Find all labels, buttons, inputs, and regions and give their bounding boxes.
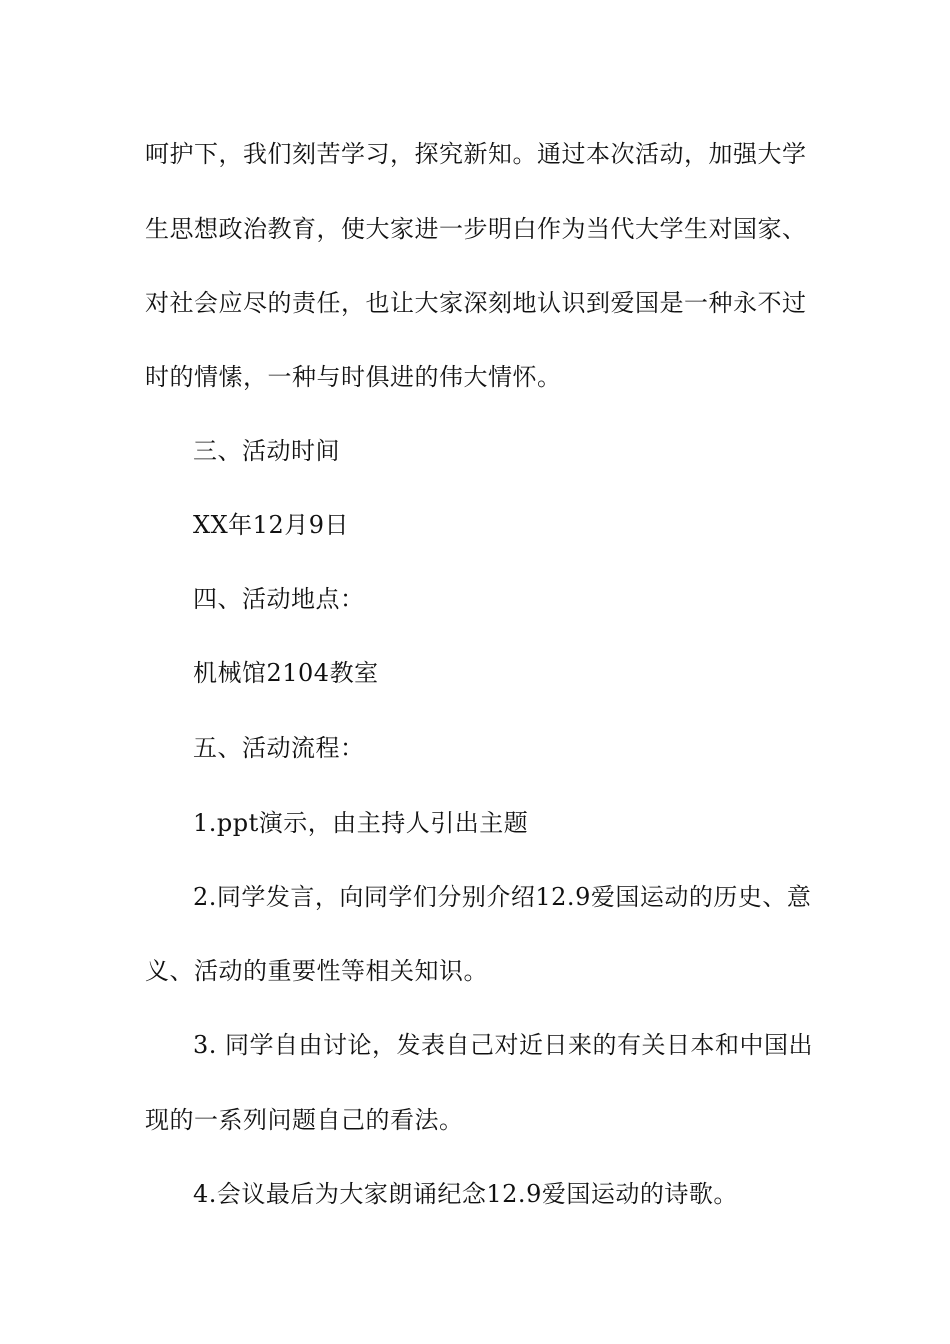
section-3-date: XX年12月9日	[193, 511, 349, 539]
section-4-location: 机械馆2104教室	[193, 659, 379, 687]
intro-line-4: 时的情愫，一种与时俱进的伟大情怀。	[145, 363, 562, 391]
section-5-heading: 五、活动流程：	[193, 734, 365, 762]
section-3-heading: 三、活动时间	[193, 437, 340, 465]
step-4: 4.会议最后为大家朗诵纪念12.9爱国运动的诗歌。	[193, 1180, 738, 1208]
intro-line-1: 呵护下，我们刻苦学习，探究新知。通过本次活动，加强大学	[145, 140, 807, 168]
step-1: 1.ppt演示，由主持人引出主题	[193, 809, 529, 837]
section-4-heading: 四、活动地点：	[193, 585, 365, 613]
intro-line-2: 生思想政治教育，使大家进一步明白作为当代大学生对国家、	[145, 215, 807, 243]
step-3-line-1: 3. 同学自由讨论，发表自己对近日来的有关日本和中国出	[193, 1031, 814, 1059]
step-2-line-1: 2.同学发言，向同学们分别介绍12.9爱国运动的历史、意	[193, 883, 812, 911]
step-3-line-2: 现的一系列问题自己的看法。	[145, 1106, 464, 1134]
intro-line-3: 对社会应尽的责任，也让大家深刻地认识到爱国是一种永不过	[145, 289, 807, 317]
step-2-line-2: 义、活动的重要性等相关知识。	[145, 957, 488, 985]
